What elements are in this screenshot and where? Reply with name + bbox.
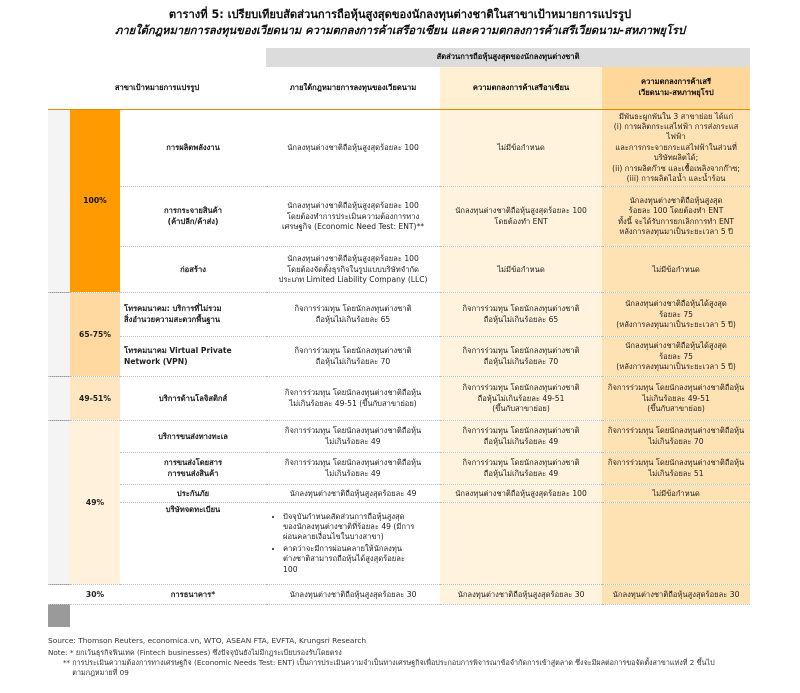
- table-row: [48, 187, 750, 247]
- cell-registry-evfta: [602, 503, 750, 585]
- list-item: • คาดว่าจะมีการผ่อนคลายให้นักลงทุน ต่างชาติสามารถถือหุ้นได้สูงสุดร้อยละ 100: [283, 544, 436, 575]
- pct-100: 100%: [70, 109, 120, 293]
- comparison-table: [48, 48, 750, 605]
- cell-banking-asean: นักลงทุนต่างชาติถือหุ้นสูงสุดร้อยละ 30: [440, 585, 602, 605]
- cell-registry-vn: [266, 503, 440, 585]
- cell-logistics-vn: กิจการร่วมทุน โดยนักลงทุนต่างชาติถือหุ้น ไม่เกินร้อยละ 49-51 (ขึ้นกับสาขาย่อย): [266, 377, 440, 421]
- table-row: [48, 503, 750, 585]
- notes-block: [48, 648, 768, 678]
- registry-bullets: [270, 512, 436, 575]
- note-label: Note:: [48, 648, 68, 657]
- sector-insurance: ประกันภัย: [120, 485, 266, 503]
- cell-construction-asean: ไม่มีข้อกำหนด: [440, 247, 602, 293]
- pct-49-51: 49-51%: [70, 377, 120, 421]
- table-row: [48, 453, 750, 485]
- table-row: [48, 293, 750, 337]
- cell-power-vn: นักลงทุนต่างชาติถือหุ้นสูงสุดร้อยละ 100: [266, 109, 440, 187]
- pct-65-75: 65-75%: [70, 293, 120, 377]
- sector-registry: บริษัทจดทะเบียน: [120, 503, 266, 585]
- cell-registry-asean: [440, 503, 602, 585]
- sector-banking: การธนาคาร*: [120, 585, 266, 605]
- sector-distribution: การกระจายสินค้า (ค้าปลีก/ค้าส่ง): [120, 187, 266, 247]
- cell-insurance-evfta: ไม่มีข้อกำหนด: [602, 485, 750, 503]
- sector-logistics: บริการด้านโลจิสติกส์: [120, 377, 266, 421]
- table-row: [48, 485, 750, 503]
- cell-sea-vn: กิจการร่วมทุน โดยนักลงทุนต่างชาติถือหุ้น ไม่เกินร้อยละ 49: [266, 421, 440, 453]
- note-2-mark: **: [62, 658, 70, 667]
- cell-banking-vn: นักลงทุนต่างชาติถือหุ้นสูงสุดร้อยละ 30: [266, 585, 440, 605]
- title-block: [0, 0, 800, 39]
- cell-air-vn: กิจการร่วมทุน โดยนักลงทุนต่างชาติถือหุ้น ไม่เกินร้อยละ 49: [266, 453, 440, 485]
- cell-insurance-asean: นักลงทุนต่างชาติถือหุ้นสูงสุดร้อยละ 100: [440, 485, 602, 503]
- cell-telecom-nofacility-evfta: นักลงทุนต่างชาติถือหุ้นได้สูงสุด ร้อยละ 75 (หลังการลงทุนมาเป็นระยะเวลา 5 ปี): [602, 293, 750, 337]
- table-row: [48, 421, 750, 453]
- cell-sea-evfta: กิจการร่วมทุน โดยนักลงทุนต่างชาติถือหุ้น ไม่เกินร้อยละ 70: [602, 421, 750, 453]
- cell-construction-vn: นักลงทุนต่างชาติถือหุ้นสูงสุดร้อยละ 100 โดยต้องจัดตั้งธุรกิจในรูปแบบบริษัทจำกัด ประเภท Limited Liability Company (LLC): [266, 247, 440, 293]
- table-subtitle: ภายใต้กฎหมายการลงทุนของเวียดนาม ความตกลงการค้าเสรีอาเซียน และความตกลงการค้าเสรีเวียดนาม-สหภาพยุโรป: [114, 24, 686, 37]
- cell-telecom-nofacility-vn: กิจการร่วมทุน โดยนักลงทุนต่างชาติ ถือหุ้นไม่เกินร้อยละ 65: [266, 293, 440, 337]
- pct-49: 49%: [70, 421, 120, 585]
- cell-air-evfta: กิจการร่วมทุน โดยนักลงทุนต่างชาติถือหุ้น ไม่เกินร้อยละ 51: [602, 453, 750, 485]
- sector-power: การผลิตพลังงาน: [120, 109, 266, 187]
- note-1-text: ยกเว้นธุรกิจฟินเทค (Fintech businesses) ซึ่งปัจจุบันยังไม่มีกฎระเบียบรองรับโดยตรง: [75, 648, 342, 657]
- comparison-sheet: [48, 48, 750, 605]
- table-row: [48, 585, 750, 605]
- list-item: • ปัจจุบันกำหนดสัดส่วนการถือหุ้นสูงสุด ของนักลงทุนต่างชาติที่ร้อยละ 49 (มีการ ผ่อนคลายเงื่อนไขในบางสาขา): [283, 512, 436, 543]
- table-row: [48, 247, 750, 293]
- cell-sea-asean: กิจการร่วมทุน โดยนักลงทุนต่างชาติ ถือหุ้นไม่เกินร้อยละ 49: [440, 421, 602, 453]
- table-row: [48, 109, 750, 187]
- cell-telecom-vpn-asean: กิจการร่วมทุน โดยนักลงทุนต่างชาติ ถือหุ้นไม่เกินร้อยละ 70: [440, 337, 602, 377]
- cell-air-asean: กิจการร่วมทุน โดยนักลงทุนต่างชาติ ถือหุ้นไม่เกินร้อยละ 49: [440, 453, 602, 485]
- sector-telecom-nofacility: โทรคมนาคม: บริการที่ไม่รวม สิ่งอำนวยความสะดวกพื้นฐาน: [120, 293, 266, 337]
- sector-telecom-vpn: โทรคมนาคม Virtual Private Network (VPN): [120, 337, 266, 377]
- cell-distribution-vn: นักลงทุนต่างชาติถือหุ้นสูงสุดร้อยละ 100 โดยต้องทำการประเมินความต้องการทาง เศรษฐกิจ (Economic Need Test: ENT)**: [266, 187, 440, 247]
- cell-telecom-nofacility-asean: กิจการร่วมทุน โดยนักลงทุนต่างชาติ ถือหุ้นไม่เกินร้อยละ 65: [440, 293, 602, 337]
- sector-construction: ก่อสร้าง: [120, 247, 266, 293]
- header-evfta-line2: เวียดนาม-สหภาพยุโรป: [638, 87, 714, 97]
- note-1-mark: *: [70, 648, 74, 657]
- pct-30: 30%: [70, 585, 120, 605]
- cell-telecom-vpn-vn: กิจการร่วมทุน โดยนักลงทุนต่างชาติ ถือหุ้นไม่เกินร้อยละ 70: [266, 337, 440, 377]
- cell-logistics-evfta: กิจการร่วมทุน โดยนักลงทุนต่างชาติถือหุ้น ไม่เกินร้อยละ 49-51 (ขึ้นกับสาขาย่อย): [602, 377, 750, 421]
- table-title: ตารางที่ 5: เปรียบเทียบสัดส่วนการถือหุ้นสูงสุดของนักลงทุนต่างชาติในสาขาเป้าหมายการแปรรูป: [168, 8, 632, 21]
- sector-sea: บริการขนส่งทางทะเล: [120, 421, 266, 453]
- cell-telecom-vpn-evfta: นักลงทุนต่างชาติถือหุ้นได้สูงสุด ร้อยละ 75 (หลังการลงทุนมาเป็นระยะเวลา 5 ปี): [602, 337, 750, 377]
- cell-banking-evfta: นักลงทุนต่างชาติถือหุ้นสูงสุดร้อยละ 30: [602, 585, 750, 605]
- header-evfta-line1: ความตกลงการค้าเสรี: [640, 77, 712, 87]
- cell-logistics-asean: กิจการร่วมทุน โดยนักลงทุนต่างชาติ ถือหุ้นไม่เกินร้อยละ 49-51 (ขึ้นกับสาขาย่อย): [440, 377, 602, 421]
- cell-distribution-asean: นักลงทุนต่างชาติถือหุ้นสูงสุดร้อยละ 100 โดยต้องทำ ENT: [440, 187, 602, 247]
- header-asean-fta: ความตกลงการค้าเสรีอาเซียน: [440, 67, 602, 109]
- source-line: Source: Thomson Reuters, economica.vn, WTO, ASEAN FTA, EVFTA, Krungsri Research: [48, 636, 367, 645]
- note-2-text: การประเมินความต้องการทางเศรษฐกิจ (Economic Needs Test: ENT) เป็นการประเมินความจำเป็นทางเศรษฐกิจเพื่อประกอบการพิจารณาข้อจำกัดการเข้าสู่ตลาด ซึ่งจะมีผลต่อการขอจัดตั้งสาขาแห่งที่ 2 ขึ้นไป ตามกฎหมายที่ 09: [72, 658, 715, 677]
- cell-construction-evfta: ไม่มีข้อกำหนด: [602, 247, 750, 293]
- table-row: [48, 377, 750, 421]
- header-group: สัดส่วนการถือหุ้นสูงสุดของนักลงทุนต่างชาติ: [266, 48, 750, 67]
- cell-power-evfta: มีพันธะผูกพันใน 3 สาขาย่อย ได้แก่ (i) การผลิตกระแสไฟฟ้า การส่งกระแสไฟฟ้า และการกระจายกระแสไฟฟ้าในส่วนที่ บริษัทผลิตได้; (ii) การผลิตก๊าซ และเชื้อเพลิงจากก๊าซ; (iii) การผลิตไอน้ำ และน้ำร้อน: [602, 109, 750, 187]
- header-evfta: [602, 67, 750, 109]
- sector-air: การขนส่งโดยสาร การขนส่งสินค้า: [120, 453, 266, 485]
- cell-distribution-evfta: นักลงทุนต่างชาติถือหุ้นสูงสุด ร้อยละ 100 โดยต้องทำ ENT ทั้งนี้ จะได้รับการยกเลิกการทำ ENT หลังการลงทุนมาเป็นระยะเวลา 5 ปี: [602, 187, 750, 247]
- cell-power-asean: ไม่มีข้อกำหนด: [440, 109, 602, 187]
- note-1: [48, 648, 768, 658]
- table-row: [48, 337, 750, 377]
- note-2: [48, 658, 768, 678]
- header-sector: สาขาเป้าหมายการแปรรูป: [48, 67, 266, 109]
- cell-insurance-vn: นักลงทุนต่างชาติถือหุ้นสูงสุดร้อยละ 49: [266, 485, 440, 503]
- header-vietnam-law: ภายใต้กฎหมายการลงทุนของเวียดนาม: [266, 67, 440, 109]
